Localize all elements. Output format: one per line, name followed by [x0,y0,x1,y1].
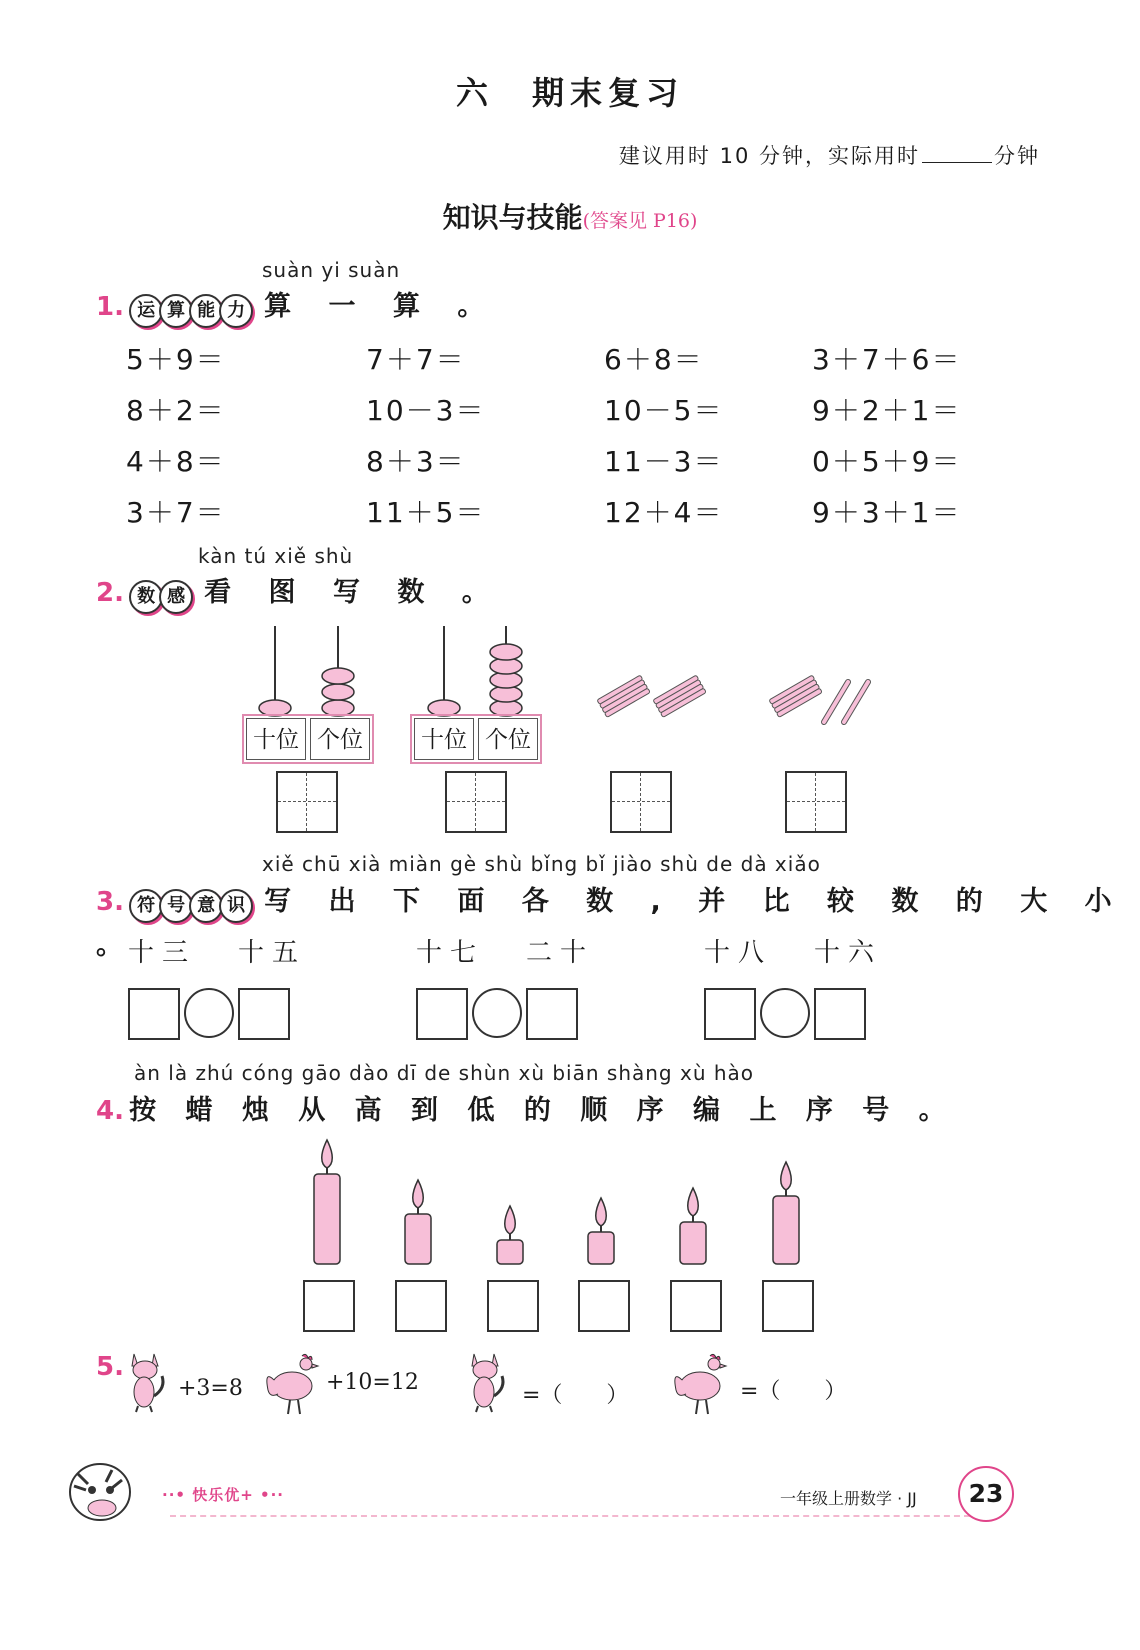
badge-char: 号 [159,889,193,923]
answer-box[interactable] [128,988,180,1040]
fox-icon [464,1348,508,1414]
answer-box[interactable] [814,988,866,1040]
badge-char: 感 [159,580,193,614]
q2-badge [129,580,189,614]
q5-eq1: +3=8 [178,1376,243,1401]
tens-label: 十位 [414,718,474,760]
q1-pinyin: suàn yi suàn [262,258,401,282]
answer-box[interactable] [487,1280,539,1332]
badge-char: 运 [129,294,163,328]
candles-illustration [290,1136,830,1268]
compare-circle[interactable] [472,988,522,1038]
page-number: 23 [958,1466,1014,1522]
zebra-mascot-icon [60,1450,140,1530]
badge-char: 意 [189,889,223,923]
answer-box[interactable] [785,771,847,833]
equation: 10－5＝ [604,394,724,427]
footer-brand: ··• 快乐优+ •·· [162,1486,285,1504]
time-suffix: 分钟 [994,144,1040,168]
q5-number: 5. [96,1352,124,1382]
answer-box[interactable] [762,1280,814,1332]
compare-circle[interactable] [184,988,234,1038]
answer-box[interactable] [416,988,468,1040]
badge-char: 符 [129,889,163,923]
chinese-number: 十七 [416,938,485,968]
q1-header [96,284,498,328]
page-title: 六 期末复习 [455,74,684,112]
equation: 5＋9＝ [126,343,226,376]
chinese-number: 十五 [238,938,307,968]
q2-pinyin: kàn tú xiě shù [198,544,354,568]
q2-text: 看 图 写 数 。 [204,577,503,608]
equation: 12＋4＝ [604,496,724,529]
rooster-icon [670,1350,730,1418]
equation: 8＋2＝ [126,394,226,427]
answer-box[interactable] [395,1280,447,1332]
badge-char: 力 [219,294,253,328]
footer-book: 一年级上册数学 · JJ [780,1489,917,1508]
stick-bundles-two [592,666,712,728]
q4-number: 4. [96,1096,124,1126]
q1-text: 算 一 算 。 [264,291,499,322]
answer-box[interactable] [610,771,672,833]
section-heading [0,196,1140,236]
ones-label: 个位 [478,718,538,760]
badge-char: 识 [219,889,253,923]
equation: 4＋8＝ [126,445,226,478]
brand-text: 快乐优+ [192,1486,254,1504]
q3-pinyin: xiě chū xià miàn gè shù bǐng bǐ jiào shù de dà xiǎo [262,852,821,876]
equation: 9＋2＋1＝ [812,394,962,427]
equation: 8＋3＝ [366,445,466,478]
tens-label: 十位 [246,718,306,760]
equation: 10－3＝ [366,394,486,427]
abacus-2-beads [410,622,550,720]
time-blank[interactable] [922,142,992,163]
ones-label: 个位 [310,718,370,760]
q2-header [96,570,503,614]
answer-box[interactable] [238,988,290,1040]
q4-pinyin: àn là zhú cóng gāo dào dī de shùn xù biān shàng xù hào [134,1061,755,1085]
q5-eq2: +10=12 [326,1370,419,1395]
q4-header [96,1088,956,1127]
time-suggestion [619,140,1040,170]
equation: 7＋7＝ [366,343,466,376]
abacus-1-beads [240,622,380,720]
equation: 11＋5＝ [366,496,486,529]
answer-box[interactable] [526,988,578,1040]
section-name: 知识与技能 [442,201,583,234]
compare-circle[interactable] [760,988,810,1038]
rooster-icon [262,1350,322,1418]
equation: 11－3＝ [604,445,724,478]
q1-badge [129,294,249,328]
answer-box[interactable] [303,1280,355,1332]
q3-text: 写 出 下 面 各 数 , 并 比 较 数 的 大 小 。 [96,886,1126,961]
q3-badge [129,889,249,923]
equation: 3＋7＝ [126,496,226,529]
q5-eq3[interactable]: =（ ） [522,1383,629,1408]
fox-icon [124,1348,168,1414]
answer-box[interactable] [445,771,507,833]
badge-char: 算 [159,294,193,328]
badge-char: 数 [129,580,163,614]
answer-box[interactable] [578,1280,630,1332]
badge-char: 能 [189,294,223,328]
q3-number: 3. [96,887,124,917]
abacus-1-place-labels [242,714,374,764]
answer-box[interactable] [276,771,338,833]
equation: 6＋8＝ [604,343,704,376]
chinese-number: 十八 [704,938,773,968]
chinese-number: 二十 [526,938,595,968]
equation: 9＋3＋1＝ [812,496,962,529]
abacus-2-place-labels [410,714,542,764]
q4-text: 按 蜡 烛 从 高 到 低 的 顺 序 编 上 序 号 。 [129,1095,956,1126]
q2-number: 2. [96,578,124,608]
footer-divider [170,1515,970,1517]
equation: 3＋7＋6＝ [812,343,962,376]
chinese-number: 十六 [814,938,883,968]
stick-bundle-and-singles [764,666,884,728]
equation: 0＋5＋9＝ [812,445,962,478]
time-prefix: 建议用时 10 分钟，实际用时 [618,144,920,168]
answer-reference: (答案见 P16) [582,210,698,232]
q5-eq4[interactable]: =（ ） [740,1379,847,1404]
answer-box[interactable] [670,1280,722,1332]
answer-box[interactable] [704,988,756,1040]
q1-number: 1. [96,292,124,322]
chinese-number: 十三 [128,938,197,968]
